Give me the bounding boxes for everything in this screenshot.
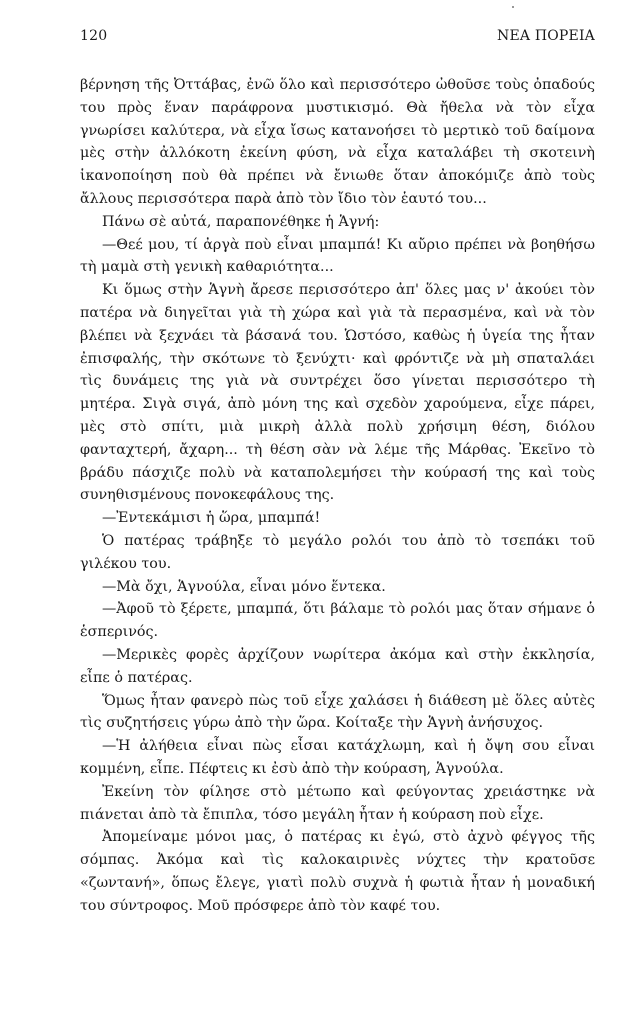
- paragraph: —Μερικὲς φορὲς ἀρχίζουν νωρίτερα ἀκόμα καὶ στὴν ἐκκλησία, εἶπε ὁ πατέρας.: [80, 646, 595, 686]
- paragraph: Κι ὅμως στὴν Ἁγνὴ ἄρεσε περισσότερο ἀπ' ὅλες μας ν' ἀκούει τὸν πατέρα νὰ διηγεῖται γιὰ τὴ χώρα καὶ γιὰ τὰ περασμένα, καὶ νὰ τὸν βλέπει νὰ ξεχνάει τὰ βάσανά του. Ὡστόσο, καθὼς ἡ ὑγεία της ἦταν ἐπισφαλής, τὴν σκότωνε τὸ ξενύχτι· καὶ φρόντιζε νὰ μὴ σπαταλάει τὶς δυνάμεις της γιὰ νὰ συντρέχει ὅσο γίνεται περισσότερο τὴ μητέρα. Σιγὰ σιγά, ἀπὸ μόνη της καὶ σχεδὸν χαρούμενα, εἶχε πάρει, μὲς στὸ σπίτι, μιὰ μικρὴ ἀλλὰ πολὺ χρήσιμη θέση, διόλου φανταχτερή, ἄχαρη... τὴ θέση σὰν νὰ λέμε τῆς Μάρθας. Ἐκεῖνο τὸ βράδυ πάσχιζε πολὺ νὰ καταπολεμήσει τὴν κούρασή της καὶ τοὺς συνηθισμένους πονοκεφάλους της.: [80, 282, 595, 504]
- paragraph: Ὅμως ἦταν φανερὸ πὼς τοῦ εἶχε χαλάσει ἡ διάθεση μὲ ὅλες αὐτὲς τὶς συζητήσεις γύρω ἀπὸ τὴν ὥρα. Κοίταξε τὴν Ἁγνὴ ἀνήσυχος.: [80, 692, 595, 732]
- paragraph: —Μὰ ὄχι, Ἁγνούλα, εἶναι μόνο ἕντεκα.: [102, 578, 386, 595]
- paragraph: Ἀπομείναμε μόνοι μας, ὁ πατέρας κι ἐγώ, στὸ ἀχνὸ φέγγος τῆς σόμπας. Ἀκόμα καὶ τὶς καλοκαιρινὲς νύχτες τὴν κρατοῦσε «ζωντανή», ὅπως ἔλεγε, γιατὶ πολὺ συχνὰ ἡ φωτιὰ ἦταν ἡ μοναδική του σύντροφος. Μοῦ πρόσφερε ἀπὸ τὸν καφέ του.: [80, 829, 595, 914]
- body-text: [80, 74, 595, 917]
- paragraph: —Ἐντεκάμισι ἡ ὥρα, μπαμπά!: [102, 510, 321, 527]
- paragraph: βέρνηση τῆς Ὀττάβας, ἐνῶ ὅλο καὶ περισσότερο ὠθοῦσε τοὺς ὀπαδούς του πρὸς ἕναν παράφρονα μυστικισμό. Θὰ ἤθελα νὰ τὸν εἶχα γνωρίσει καλύτερα, νὰ εἶχα ἴσως κατανοήσει τὸ μερτικὸ τοῦ δαίμονα μὲς στὴν ἀλλόκοτη ἐκείνη φύση, νὰ εἶχα καταλάβει τὴ σκοτεινὴ ἱκανοποίηση ποὺ θὰ πρέπει νὰ ἔνιωθε ὅταν ἀποκόμιζε ἀπὸ τοὺς ἄλλους περισσότερα παρὰ ἀπὸ τὸν ἴδιο τὸν ἑαυτό του...: [80, 77, 595, 207]
- journal-title: ΝΕΑ ΠΟΡΕΙΑ: [497, 28, 595, 44]
- paragraph: —Ἡ ἀλήθεια εἶναι πὼς εἶσαι κατάχλωμη, καὶ ἡ ὄψη σου εἶναι κομμένη, εἶπε. Πέφτεις κι ἐσὺ ἀπὸ τὴν κούραση, Ἁγνούλα.: [80, 738, 595, 777]
- paragraph: —Θεέ μου, τί ἀργὰ ποὺ εἶναι μπαμπά! Κι αὔριο πρέπει νὰ βοηθήσω τὴ μαμὰ στὴ γενικὴ καθαριότητα...: [80, 236, 595, 276]
- paragraph: Πάνω σὲ αὐτά, παραπονέθηκε ἡ Ἁγνή:: [102, 213, 380, 230]
- paragraph: Ἐκείνη τὸν φίλησε στὸ μέτωπο καὶ φεύγοντας χρειάστηκε νὰ πιάνεται ἀπὸ τὰ ἔπιπλα, τόσο μεγάλη ἦταν ἡ κούραση ποὺ εἶχε.: [80, 783, 595, 823]
- page-number: 120: [80, 28, 108, 44]
- paragraph: —Ἀφοῦ τὸ ξέρετε, μπαμπά, ὅτι βάλαμε τὸ ρολόι μας ὅταν σήμανε ὁ ἑσπερινός.: [80, 601, 595, 641]
- paragraph: Ὁ πατέρας τράβηξε τὸ μεγάλο ρολόι του ἀπὸ τὸ τσεπάκι τοῦ γιλέκου του.: [80, 532, 595, 572]
- scan-speck: [512, 6, 514, 8]
